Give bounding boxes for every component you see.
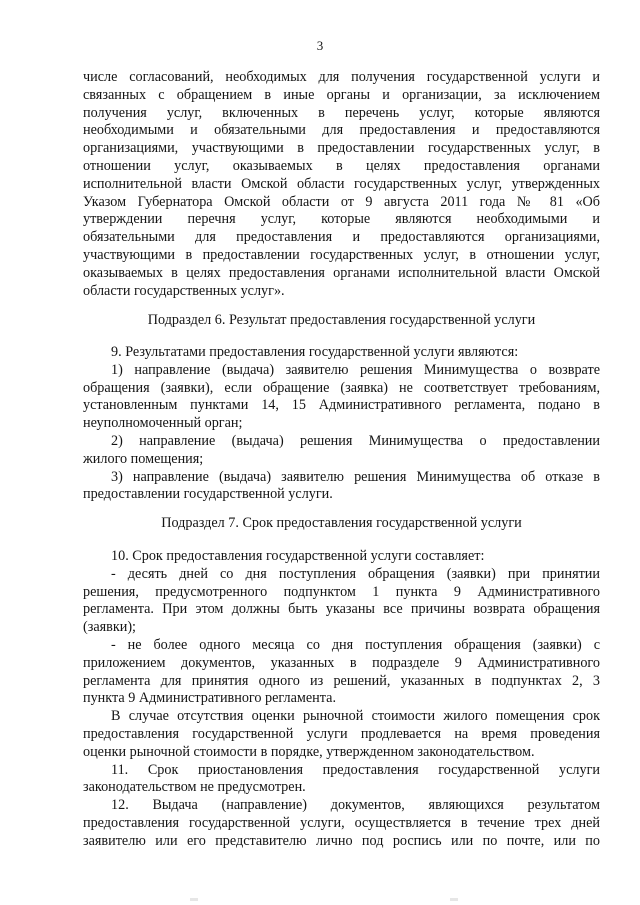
text-line: предоставлении государственной услуги. xyxy=(83,486,333,503)
text-line: неуполномоченный орган; xyxy=(83,415,243,432)
text-line: связанных с обращением в иные органы и организации, за исключением xyxy=(83,86,600,103)
section-6-heading-wrap xyxy=(83,312,600,330)
text-line: участвующими в предоставлении государственных услуг, в отношении услуг, xyxy=(83,246,600,263)
text-line: получения услуг, включенных в перечень услуг, которые являются xyxy=(83,104,600,121)
section-7-heading: Подраздел 7. Срок предоставления государственной услуги xyxy=(161,515,522,531)
text-line: обращения (заявки), если обращение (заявка) не соответствует требованиям, xyxy=(83,379,600,396)
text-line: (заявки); xyxy=(83,619,137,636)
text-line: регламента для принятия одного из решений, указанных в подпунктах 2, 3 xyxy=(83,672,600,689)
text-line: Указом Губернатора Омской области от 9 августа 2011 года № 81 «Об xyxy=(83,193,600,210)
text-line: отношении услуг, оказываемых в целях предоставления органами xyxy=(83,157,600,174)
text-line: - не более одного месяца со дня поступления обращения (заявки) с xyxy=(111,636,600,653)
text-line: жилого помещения; xyxy=(83,450,204,467)
text-line: области государственных услуг». xyxy=(83,282,285,299)
text-line: предоставления государственной услуги, осуществляется в течение трех дней xyxy=(83,814,600,831)
paragraph-10-title: 10. Срок предоставления государственной услуги составляет: xyxy=(111,548,485,564)
paragraph-9 xyxy=(83,344,600,504)
text-line: 11. Срок приостановления предоставления государственной услуги xyxy=(111,761,600,778)
text-line: - десять дней со дня поступления обращения (заявки) при принятии xyxy=(111,565,600,582)
text-line: 1) направление (выдача) заявителю решения Минимущества о возврате xyxy=(111,361,600,378)
text-line: исполнительной власти Омской области государственных услуг, утвержденных xyxy=(83,175,600,192)
text-line: предоставления государственной услуги продлевается на время проведения xyxy=(83,725,600,742)
text-line: установленным пунктами 14, 15 Административного регламента, подано в xyxy=(83,397,600,414)
section-7-heading-wrap xyxy=(83,515,600,533)
section-6-heading: Подраздел 6. Результат предоставления государственной услуги xyxy=(147,312,536,328)
text-line: пункта 9 Административного регламента. xyxy=(83,690,336,707)
text-line: организациями, участвующими в предоставлении государственных услуг, в xyxy=(83,140,600,157)
text-line: обязательными для предоставления и предоставляются организациями, xyxy=(83,229,600,246)
text-line: оценки рыночной стоимости в порядке, утвержденном законодательством. xyxy=(83,743,535,760)
text-line: 2) направление (выдача) решения Минимущества о предоставлении xyxy=(111,432,600,449)
text-line: решения, предусмотренного подпунктом 1 пункта 9 Административного xyxy=(83,583,600,600)
text-line: оказываемых в целях предоставления органами исполнительной власти Омской xyxy=(83,264,600,281)
text-line: 12. Выдача (направление) документов, являющихся результатом xyxy=(111,797,600,814)
paragraph-9-title: 9. Результатами предоставления государственной услуги являются: xyxy=(111,344,519,360)
text-line: заявителю или его представителю лично под роспись или по почте, или по xyxy=(83,832,600,849)
text-line: утверждении перечня услуг, которые являются необходимыми и xyxy=(83,211,600,228)
text-line: приложением документов, указанных в подразделе 9 Административного xyxy=(83,654,600,671)
text-line: регламента. При этом должны быть указаны все причины возврата обращения xyxy=(83,601,600,618)
page-number: 3 xyxy=(316,38,324,53)
scan-edge-artifact xyxy=(0,898,640,901)
intro-paragraph xyxy=(83,69,600,300)
text-line: В случае отсутствия оценки рыночной стоимости жилого помещения срок xyxy=(111,708,600,725)
text-line: законодательством не предусмотрен. xyxy=(83,779,306,796)
text-line: числе согласований, необходимых для получения государственной услуги и xyxy=(83,69,600,85)
text-line: необходимыми и обязательными для предоставления и предоставляются xyxy=(83,122,600,139)
paragraph-10 xyxy=(83,548,600,851)
text-line: 3) направление (выдача) заявителю решения Минимущества об отказе в xyxy=(111,468,600,485)
